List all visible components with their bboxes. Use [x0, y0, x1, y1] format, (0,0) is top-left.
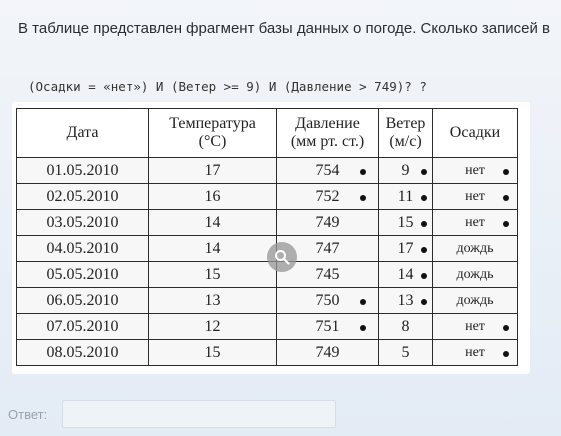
- table-header-row: [17, 109, 518, 158]
- cell-press-value: 747: [315, 239, 340, 257]
- cell-prec-value: нет: [465, 318, 485, 334]
- cell-prec-value: дождь: [456, 266, 494, 282]
- cell-prec-value: нет: [465, 162, 485, 178]
- cell-wind-value: 5: [401, 343, 410, 361]
- cell-press: [277, 158, 379, 184]
- header-temperature: [149, 109, 277, 158]
- zoom-button[interactable]: [267, 242, 297, 272]
- cell-temp: [149, 158, 277, 184]
- ink-dot-mark: [421, 273, 427, 279]
- ink-dot-mark: [360, 325, 366, 331]
- cell-prec-value: дождь: [456, 240, 494, 256]
- cell-date: [17, 288, 149, 314]
- magnifier-icon: [274, 249, 290, 265]
- ink-dot-mark: [360, 169, 366, 175]
- ink-dot-mark: [360, 299, 366, 305]
- table-row: [17, 288, 518, 314]
- cell-date-value: 05.05.2010: [46, 265, 119, 283]
- cell-date-value: 02.05.2010: [46, 187, 119, 205]
- ink-dot-mark: [360, 195, 366, 201]
- cell-date: [17, 314, 149, 340]
- cell-wind-value: 13: [397, 291, 414, 309]
- cell-temp-value: 15: [204, 265, 221, 283]
- answer-label: Ответ:: [8, 407, 48, 422]
- cell-date-value: 03.05.2010: [46, 213, 119, 231]
- cell-temp-value: 13: [204, 291, 221, 309]
- cell-press: [277, 314, 379, 340]
- ink-dot-mark: [421, 169, 427, 175]
- cell-wind: [379, 184, 433, 210]
- cell-temp: [149, 262, 277, 288]
- cell-wind-value: 11: [397, 187, 414, 205]
- query-condition: (Осадки = «нет») И (Ветер >= 9) И (Давление > 749)? ?: [28, 79, 427, 94]
- cell-press-value: 751: [315, 317, 340, 335]
- cell-prec: [433, 158, 518, 184]
- header-temperature-label: Температура (°С): [169, 115, 256, 150]
- cell-date: [17, 340, 149, 366]
- answer-input[interactable]: [62, 400, 336, 428]
- cell-date-value: 08.05.2010: [46, 343, 119, 361]
- weather-table: [16, 108, 518, 366]
- cell-temp-value: 12: [204, 317, 221, 335]
- cell-wind: [379, 288, 433, 314]
- cell-temp-value: 16: [204, 187, 221, 205]
- cell-prec-value: нет: [465, 214, 485, 230]
- cell-temp: [149, 340, 277, 366]
- table-row: [17, 210, 518, 236]
- cell-press: [277, 340, 379, 366]
- cell-press: [277, 184, 379, 210]
- cell-temp: [149, 288, 277, 314]
- header-wind-label: Ветер (м/с): [385, 115, 426, 150]
- cell-wind: [379, 210, 433, 236]
- cell-press: [277, 210, 379, 236]
- cell-prec-value: нет: [465, 344, 485, 360]
- table-row: [17, 184, 518, 210]
- header-wind: [379, 109, 433, 158]
- cell-date: [17, 236, 149, 262]
- cell-prec: [433, 340, 518, 366]
- header-date: Дата: [17, 109, 149, 158]
- cell-wind: [379, 262, 433, 288]
- cell-wind-value: 8: [401, 317, 410, 335]
- cell-date: [17, 262, 149, 288]
- cell-temp-value: 17: [204, 161, 221, 179]
- question-text: В таблице представлен фрагмент базы данных о погоде. Сколько записей в: [18, 20, 550, 37]
- ink-dot-mark: [503, 169, 509, 175]
- ink-dot-mark: [503, 351, 509, 357]
- cell-wind: [379, 236, 433, 262]
- cell-temp: [149, 184, 277, 210]
- ink-dot-mark: [503, 195, 509, 201]
- cell-press: [277, 288, 379, 314]
- cell-prec-value: дождь: [456, 292, 494, 308]
- weather-table-image: [12, 102, 530, 374]
- cell-press-value: 752: [315, 187, 340, 205]
- cell-prec: [433, 288, 518, 314]
- table-row: [17, 158, 518, 184]
- cell-press-value: 745: [315, 265, 340, 283]
- cell-press-value: 749: [315, 343, 340, 361]
- ink-dot-mark: [421, 221, 427, 227]
- cell-press-value: 749: [315, 213, 340, 231]
- cell-prec: [433, 262, 518, 288]
- cell-wind-value: 17: [397, 239, 414, 257]
- cell-prec-value: нет: [465, 188, 485, 204]
- ink-dot-mark: [421, 195, 427, 201]
- header-pressure-label: Давление (мм рт. ст.): [290, 115, 365, 150]
- table-row: [17, 314, 518, 340]
- cell-wind-value: 15: [397, 213, 414, 231]
- cell-press-value: 754: [315, 161, 340, 179]
- cell-prec: [433, 184, 518, 210]
- cell-temp-value: 14: [204, 239, 221, 257]
- cell-temp: [149, 236, 277, 262]
- ink-dot-mark: [503, 325, 509, 331]
- cell-prec: [433, 314, 518, 340]
- cell-press-value: 750: [315, 291, 340, 309]
- cell-prec: [433, 210, 518, 236]
- cell-date-value: 07.05.2010: [46, 317, 119, 335]
- cell-date-value: 01.05.2010: [46, 161, 119, 179]
- cell-temp-value: 15: [204, 343, 221, 361]
- cell-date: [17, 184, 149, 210]
- cell-temp-value: 14: [204, 213, 221, 231]
- table-row: [17, 262, 518, 288]
- cell-date-value: 04.05.2010: [46, 239, 119, 257]
- table-row: [17, 340, 518, 366]
- cell-date: [17, 210, 149, 236]
- cell-date: [17, 158, 149, 184]
- cell-temp: [149, 314, 277, 340]
- cell-wind: [379, 158, 433, 184]
- cell-temp: [149, 210, 277, 236]
- cell-date-value: 06.05.2010: [46, 291, 119, 309]
- cell-wind-value: 9: [401, 161, 410, 179]
- header-precipitation: Осадки: [433, 109, 518, 158]
- cell-wind-value: 14: [397, 265, 414, 283]
- cell-wind: [379, 314, 433, 340]
- ink-dot-mark: [421, 299, 427, 305]
- header-pressure: [277, 109, 379, 158]
- cell-wind: [379, 340, 433, 366]
- cell-prec: [433, 236, 518, 262]
- ink-dot-mark: [421, 247, 427, 253]
- ink-dot-mark: [503, 221, 509, 227]
